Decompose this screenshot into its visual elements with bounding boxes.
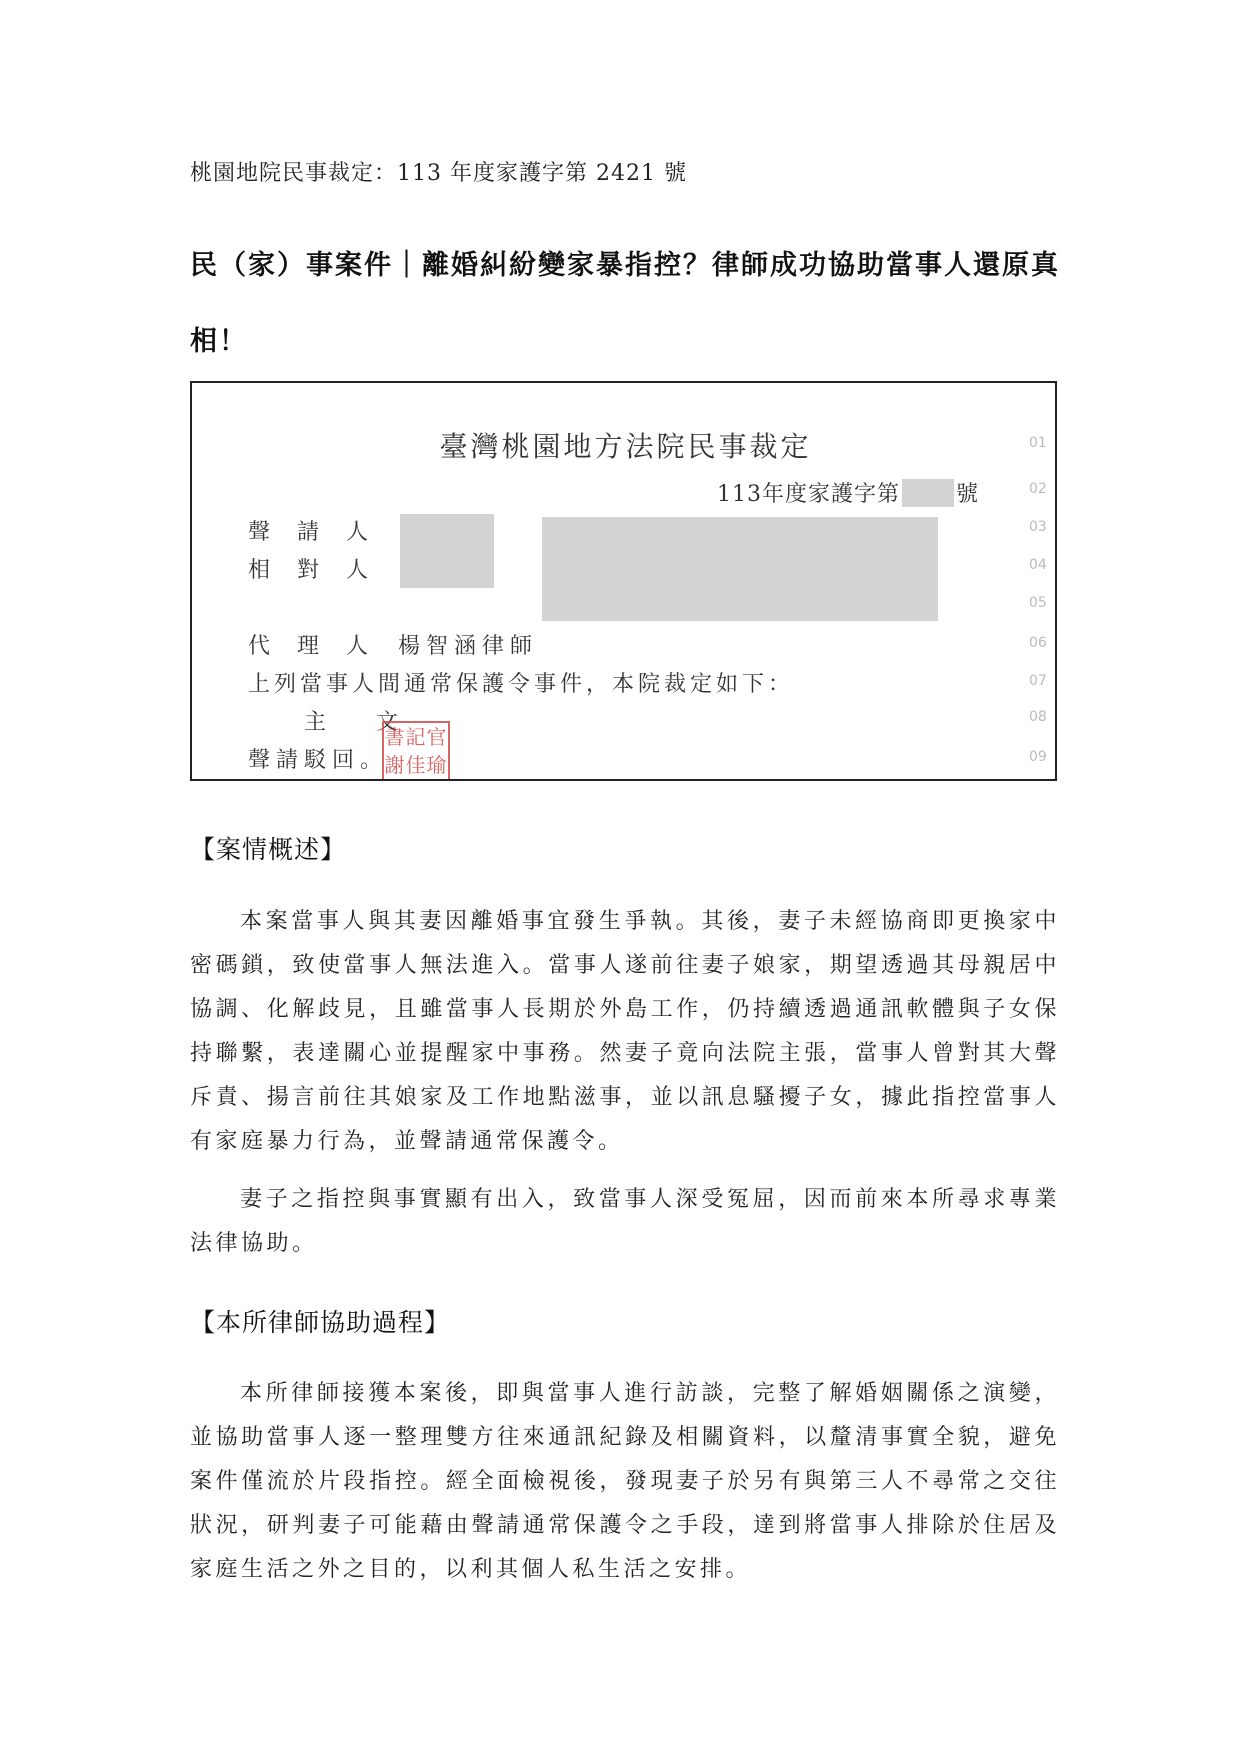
line-number: 07 [1029, 673, 1047, 689]
redacted-case-number [902, 479, 954, 507]
article-title: 民（家）事案件｜離婚糾紛變家暴指控？律師成功協助當事人還原真相！ [190, 250, 1060, 357]
case-summary-paragraph: 本案當事人與其妻因離婚事宜發生爭執。其後，妻子未經協商即更換家中密碼鎖，致使當事人無法進入。當事人遂前往妻子娘家，期望透過其母親居中協調、化解歧見，且雖當事人長期於外島工作，仍持續透過通訊軟體與子女保持聯繫，表達關心並提醒家中事務。然妻子竟向法院主張，當事人曾對其大聲斥責、揚言前往其娘家及工作地點滋事，並以訊息騷擾子女，據此指控當事人有家庭暴力行為，並聲請通常保護令。 [190, 909, 1060, 1154]
line-number: 04 [1029, 557, 1047, 573]
ruling-decision: 聲請駁回。 [248, 748, 389, 773]
assistance-paragraph: 本所律師接獲本案後，即與當事人進行訪談，完整了解婚姻關係之演變，並協助當事人逐一整理雙方往來通訊紀錄及相關資料，以釐清事實全貌，避免案件僅流於片段指控。經全面檢視後，發現妻子於另有與第三人不尋常之交往狀況，研判妻子可能藉由聲請通常保護令之手段，達到將當事人排除於住居及家庭生活之外之目的，以利其個人私生活之安排。 [190, 1381, 1060, 1582]
clerk-seal [382, 721, 450, 781]
respondent-label: 相對人 [248, 558, 396, 583]
line-number: 09 [1029, 749, 1047, 765]
agent-row [248, 629, 538, 660]
case-number-suffix: 號 [956, 482, 980, 507]
section-heading-case-summary: 【案情概述】 [190, 835, 347, 864]
ruling-image [190, 381, 1057, 781]
line-number: 08 [1029, 709, 1047, 725]
ruling-court-title: 臺灣桃園地方法院民事裁定 [439, 430, 812, 463]
agent-name: 楊智涵律師 [398, 634, 539, 659]
main-text-label: 主 文 [304, 710, 413, 735]
ruling-case-number [717, 477, 979, 508]
section-heading-lawyer-assistance: 【本所律師協助過程】 [190, 1308, 451, 1337]
case-summary-paragraph: 妻子之指控與事實顯有出入，致當事人深受冤屈，因而前來本所尋求專業法律協助。 [190, 1187, 1060, 1256]
line-number: 01 [1029, 435, 1047, 451]
applicant-label: 聲請人 [248, 520, 396, 545]
line-number: 06 [1029, 635, 1047, 651]
applicant-row [248, 515, 398, 546]
ruling-intro: 上列當事人間通常保護令事件，本院裁定如下： [248, 672, 795, 697]
case-number-prefix: 113年度家護字第 [717, 482, 900, 507]
seal-title: 書記官 [384, 725, 448, 749]
seal-name: 謝佳瑜 [384, 753, 448, 777]
redacted-party-details [542, 517, 938, 621]
line-number: 05 [1029, 595, 1047, 611]
case-reference: 桃園地院民事裁定：113 年度家護字第 2421 號 [190, 161, 687, 186]
respondent-row [248, 553, 398, 584]
line-number: 03 [1029, 519, 1047, 535]
agent-label: 代理人 [248, 634, 396, 659]
line-number: 02 [1029, 481, 1047, 497]
redacted-party-names [400, 514, 494, 588]
